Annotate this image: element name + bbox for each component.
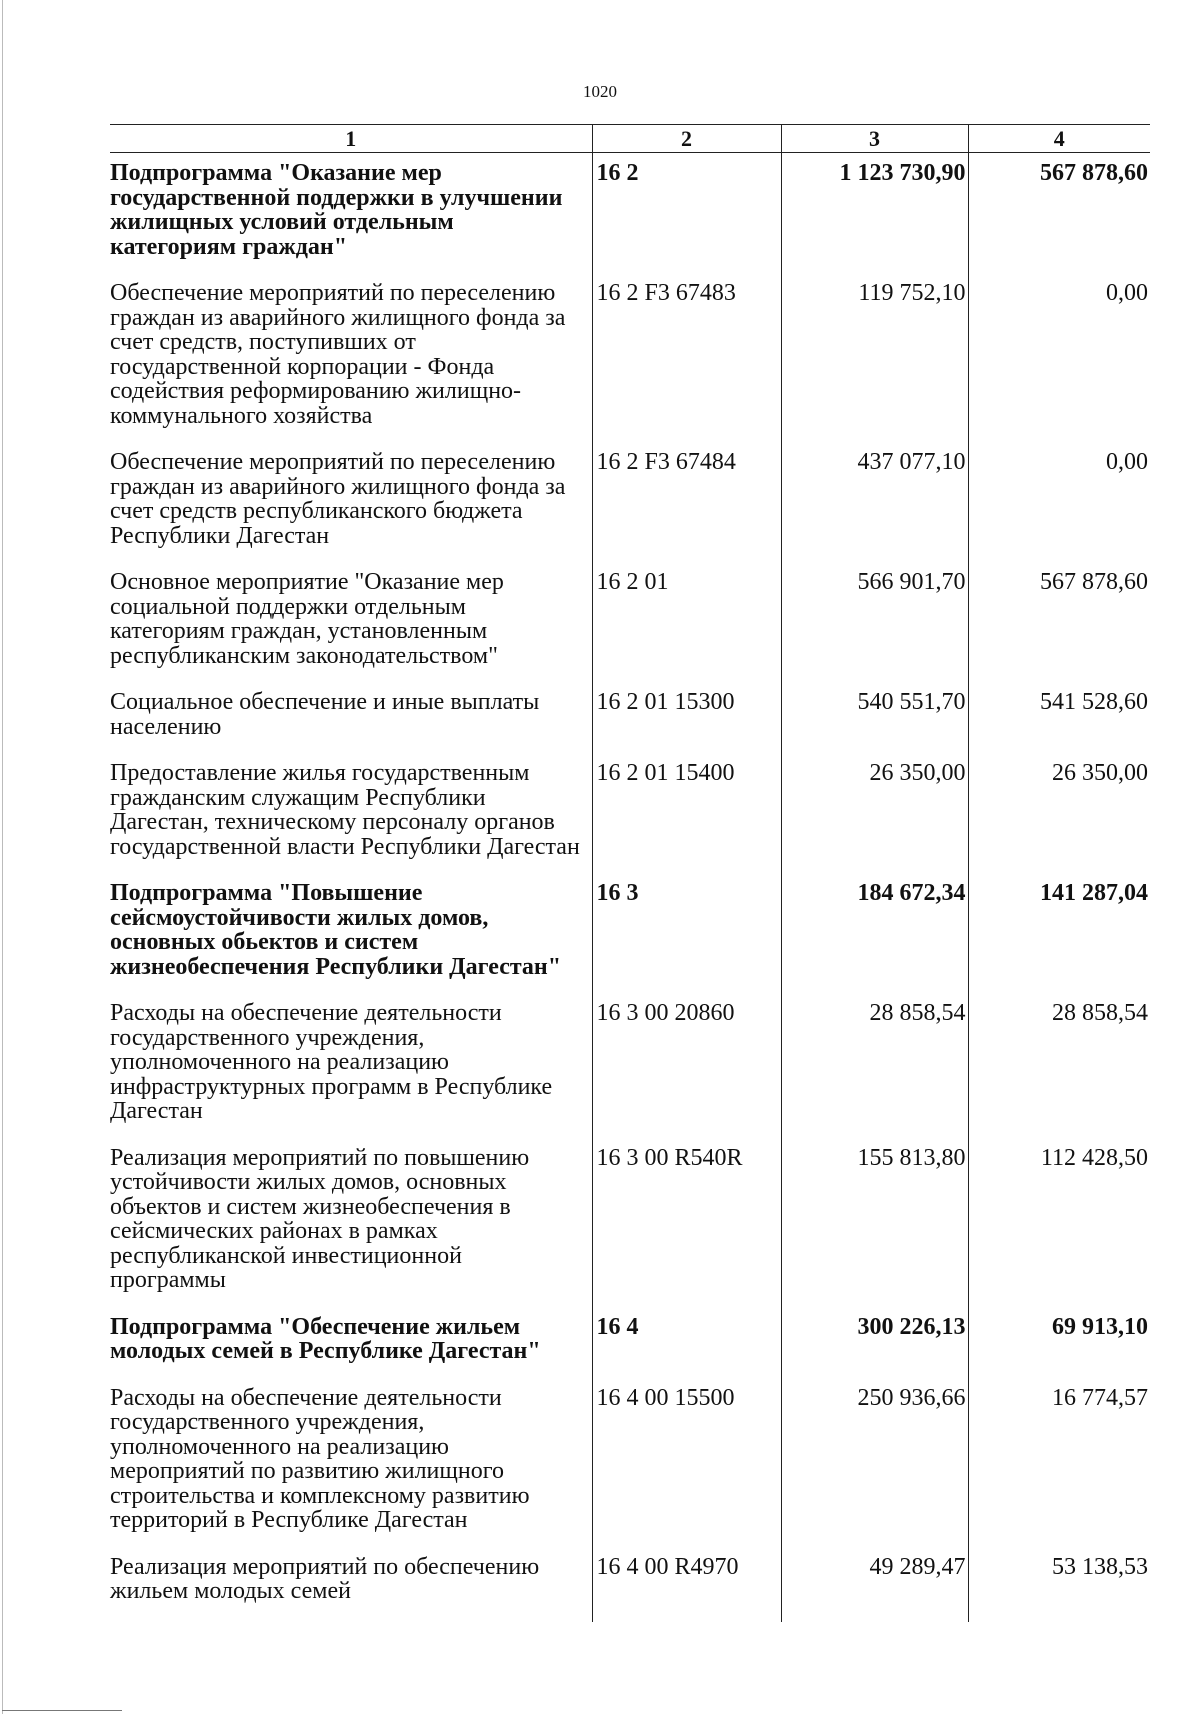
table-row xyxy=(110,153,1150,282)
row-name: Социальное обеспечение и иные выплаты населению xyxy=(110,689,540,740)
row-code: 16 2 01 xyxy=(592,570,781,690)
row-value-col3: 26 350,00 xyxy=(781,761,968,881)
budget-table xyxy=(110,124,1150,1622)
row-name: Подпрограмма "Повышение сейсмоустойчивости жилых домов, основных обьектов и систем жизнеобеспечения Республики Дагестан" xyxy=(110,880,562,980)
header-col-3: 3 xyxy=(781,125,968,153)
header-col-1: 1 xyxy=(110,125,592,153)
table-row xyxy=(110,450,1150,570)
row-value-col3: 155 813,80 xyxy=(781,1146,968,1315)
row-value-col4: 69 913,10 xyxy=(968,1315,1150,1386)
row-value-col3: 300 226,13 xyxy=(781,1315,968,1386)
row-name: Обеспечение мероприятий по переселению граждан из аварийного жилищного фонда за счет средств, поступивших от государственной корпорации - Фонда содействия реформированию жилищно-коммунального хозяйства xyxy=(110,280,566,429)
row-code: 16 4 xyxy=(592,1315,781,1386)
row-value-col3: 28 858,54 xyxy=(781,1001,968,1146)
table-row xyxy=(110,1001,1150,1146)
row-value-col4: 141 287,04 xyxy=(968,881,1150,1001)
header-row xyxy=(110,125,1150,153)
table-row xyxy=(110,1386,1150,1555)
row-value-col3: 1 123 730,90 xyxy=(781,153,968,282)
row-value-col4: 567 878,60 xyxy=(968,153,1150,282)
row-code: 16 2 01 15300 xyxy=(592,690,781,761)
row-value-col3: 250 936,66 xyxy=(781,1386,968,1555)
row-name: Подпрограмма "Обеспечение жильем молодых семей в Республике Дагестан" xyxy=(110,1313,541,1364)
row-name: Предоставление жилья государственным гражданским служащим Республики Дагестан, техническому персоналу органов государственной власти Республики Дагестан xyxy=(110,760,580,860)
table-row xyxy=(110,761,1150,881)
table-row xyxy=(110,281,1150,450)
table-row xyxy=(110,690,1150,761)
header-col-2: 2 xyxy=(592,125,781,153)
row-value-col3: 540 551,70 xyxy=(781,690,968,761)
row-code: 16 4 00 15500 xyxy=(592,1386,781,1555)
row-value-col4: 28 858,54 xyxy=(968,1001,1150,1146)
row-name: Расходы на обеспечение деятельности государственного учреждения, уполномоченного на реализацию инфраструктурных программ в Республике Дагестан xyxy=(110,1000,553,1124)
row-code: 16 2 F3 67483 xyxy=(592,281,781,450)
row-value-col4: 16 774,57 xyxy=(968,1386,1150,1555)
row-name: Основное мероприятие "Оказание мер социальной поддержки отдельным категориям граждан, установленным республиканским законодательством" xyxy=(110,569,504,669)
row-value-col4: 53 138,53 xyxy=(968,1555,1150,1622)
row-value-col4: 26 350,00 xyxy=(968,761,1150,881)
scan-edge-bottom xyxy=(2,1710,122,1711)
header-col-4: 4 xyxy=(968,125,1150,153)
table-row xyxy=(110,1146,1150,1315)
row-code: 16 2 01 15400 xyxy=(592,761,781,881)
page-number: 1020 xyxy=(583,82,617,101)
row-value-col3: 49 289,47 xyxy=(781,1555,968,1622)
row-value-col3: 119 752,10 xyxy=(781,281,968,450)
table-row xyxy=(110,570,1150,690)
row-value-col3: 566 901,70 xyxy=(781,570,968,690)
row-code: 16 3 xyxy=(592,881,781,1001)
row-code: 16 2 F3 67484 xyxy=(592,450,781,570)
table-body xyxy=(110,153,1150,1622)
table-row xyxy=(110,1555,1150,1622)
table-header xyxy=(110,125,1150,153)
row-name: Реализация мероприятий по повышению устойчивости жилых домов, основных объектов и систем жизнеобеспечения в сейсмических районах в рамках республиканской инвестиционной программы xyxy=(110,1144,530,1293)
table-row xyxy=(110,881,1150,1001)
row-code: 16 2 xyxy=(592,153,781,282)
row-value-col4: 0,00 xyxy=(968,281,1150,450)
row-name: Обеспечение мероприятий по переселению граждан из аварийного жилищного фонда за счет средств республиканского бюджета Республики Дагестан xyxy=(110,449,566,549)
row-name: Подпрограмма "Оказание мер государственной поддержки в улучшении жилищных условий отдельным категориям граждан" xyxy=(110,160,563,260)
row-code: 16 4 00 R4970 xyxy=(592,1555,781,1622)
row-name: Расходы на обеспечение деятельности государственного учреждения, уполномоченного на реализацию мероприятий по развитию жилищного строительства и комплексному развитию территорий в Республике Дагестан xyxy=(110,1384,530,1533)
row-code: 16 3 00 20860 xyxy=(592,1001,781,1146)
row-name: Реализация мероприятий по обеспечению жильем молодых семей xyxy=(110,1553,540,1604)
row-code: 16 3 00 R540R xyxy=(592,1146,781,1315)
row-value-col3: 184 672,34 xyxy=(781,881,968,1001)
row-value-col3: 437 077,10 xyxy=(781,450,968,570)
row-value-col4: 541 528,60 xyxy=(968,690,1150,761)
row-value-col4: 0,00 xyxy=(968,450,1150,570)
scan-edge-left xyxy=(2,0,3,1714)
row-value-col4: 112 428,50 xyxy=(968,1146,1150,1315)
row-value-col4: 567 878,60 xyxy=(968,570,1150,690)
table-row xyxy=(110,1315,1150,1386)
